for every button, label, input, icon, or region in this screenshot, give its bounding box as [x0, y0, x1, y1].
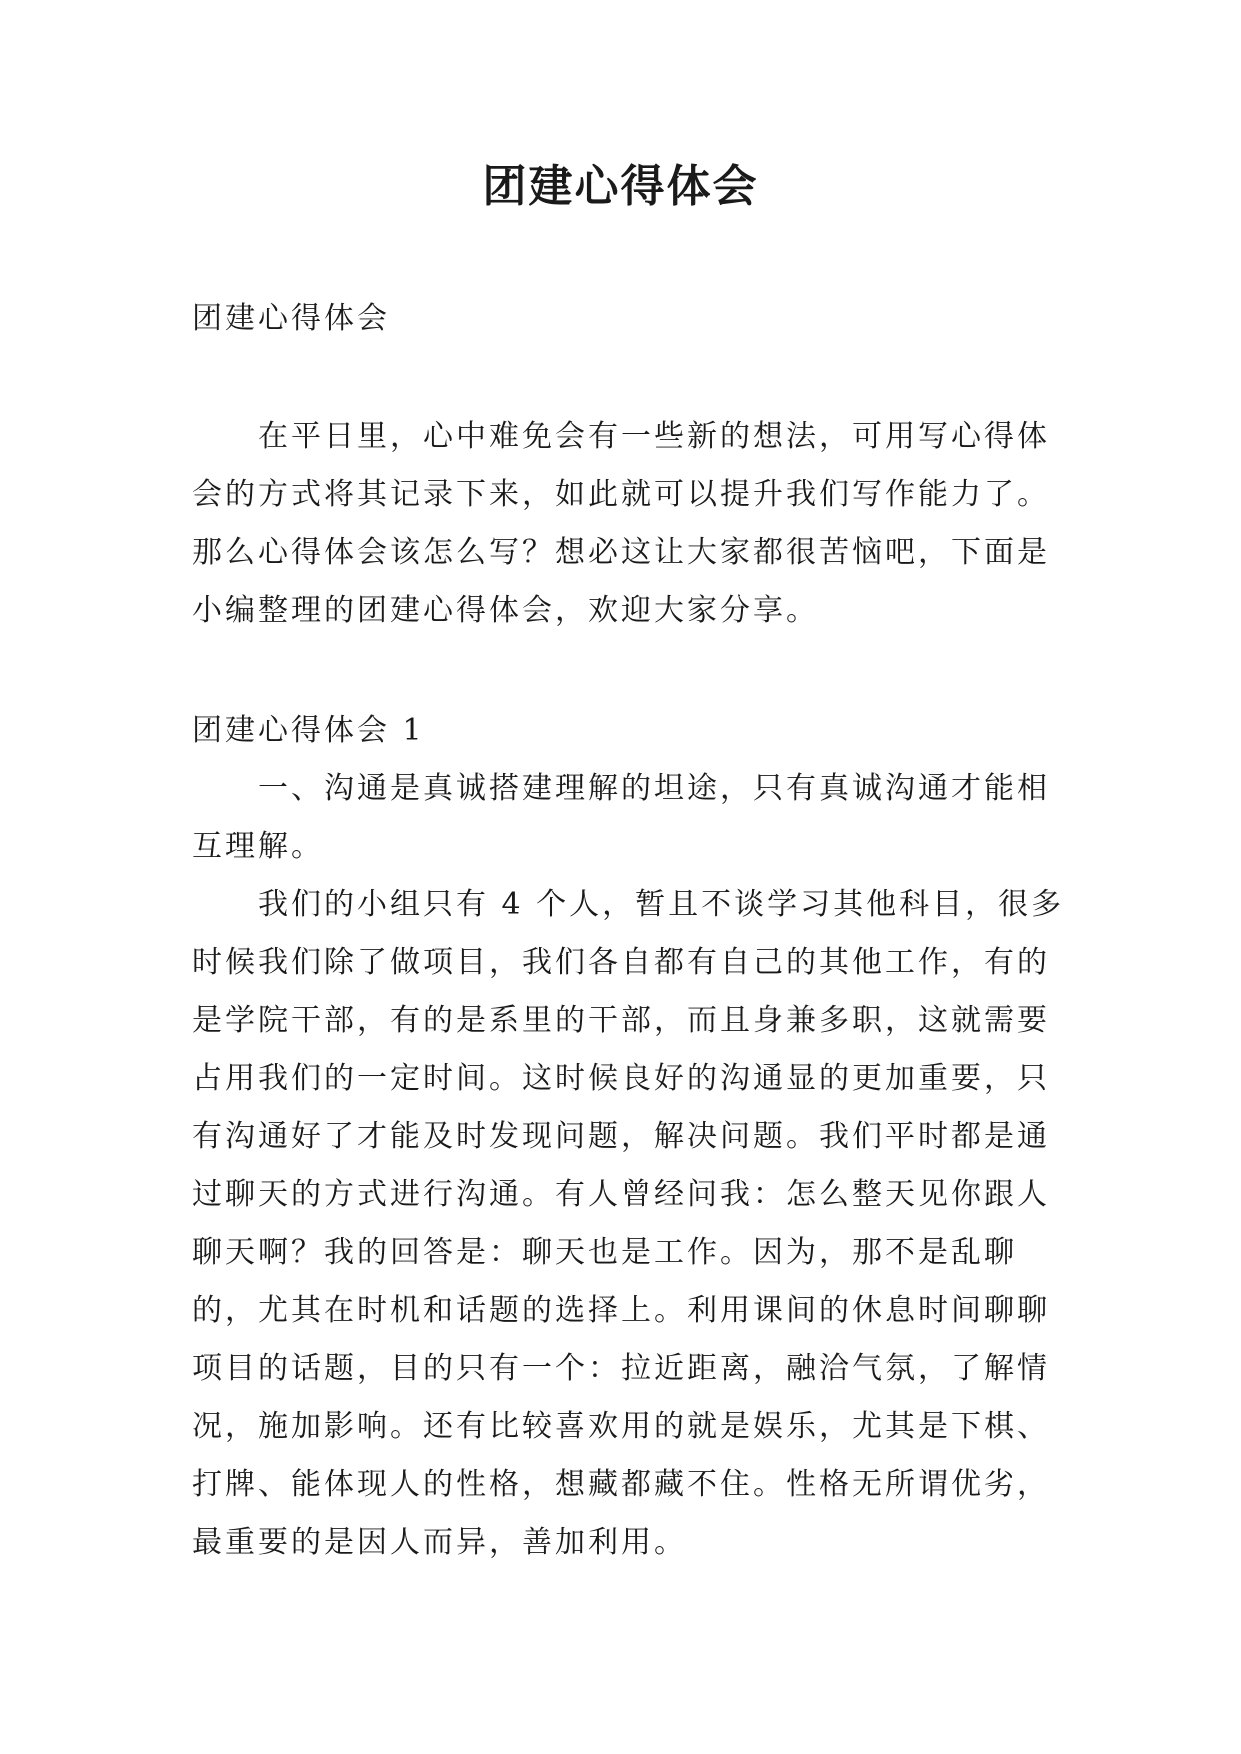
page-title: 团建心得体会 — [482, 161, 759, 212]
paragraph-2: 我们的小组只有 4 个人，暂且不谈学习其他科目，很多时候我们除了做项目，我们各自都有自己的其他工作，有的是学院干部，有的是系里的干部，而且身兼多职，这就需要占用我们的一定时间。这时候良好的沟通显的更加重要，只有沟通好了才能及时发现问题，解决问题。我们平时都是通过聊天的方式进行沟通。有人曾经问我：怎么整天见你跟人聊天啊？我的回答是：聊天也是工作。因为，那不是乱聊的，尤其在时机和话题的选择上。利用课间的休息时间聊聊项目的话题，目的只有一个：拉近距离，融洽气氛，了解情况，施加影响。还有比较喜欢用的就是娱乐，尤其是下棋、打牌、能体现人的性格，想藏都藏不住。性格无所谓优劣，最重要的是因人而异，善加利用。 — [192, 887, 1065, 1560]
section-heading: 团建心得体会 1 — [192, 713, 425, 748]
spacer — [192, 640, 1082, 702]
document-subtitle: 团建心得体会 — [192, 301, 390, 336]
spacer — [192, 348, 1082, 408]
document-body — [192, 290, 1082, 1572]
paragraph-1: 一、沟通是真诚搭建理解的坦途，只有真诚沟通才能相互理解。 — [192, 771, 1050, 864]
intro-paragraph: 在平日里，心中难免会有一些新的想法，可用写心得体会的方式将其记录下来，如此就可以提升我们写作能力了。那么心得体会该怎么写？想必这让大家都很苦恼吧，下面是小编整理的团建心得体会，欢迎大家分享。 — [192, 419, 1050, 628]
